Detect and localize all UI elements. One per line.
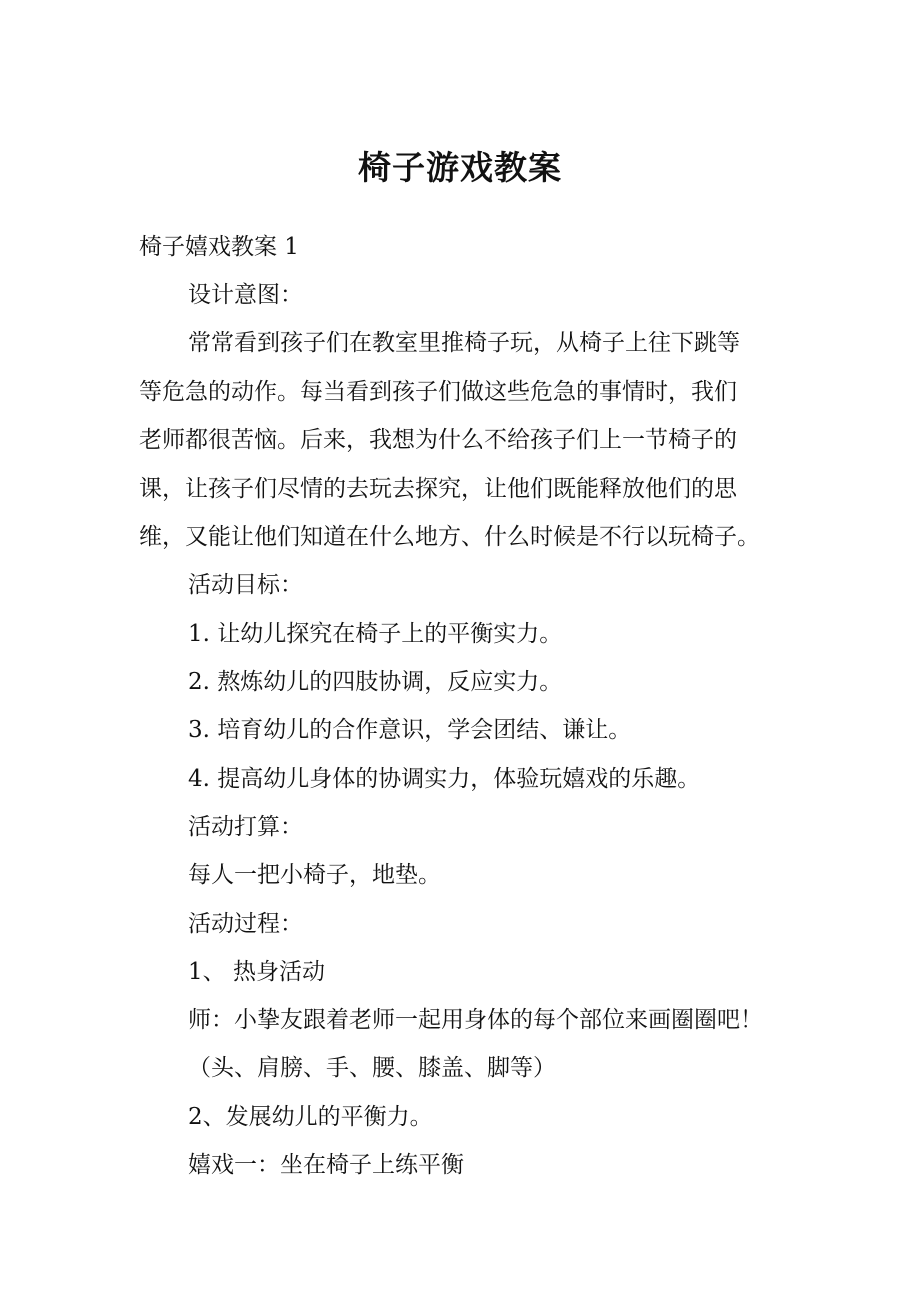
paragraph-line: 常常看到孩子们在教室里推椅子玩，从椅子上往下跳等	[188, 330, 740, 356]
list-item: 2、发展幼儿的平衡力。	[188, 1104, 433, 1130]
paragraph-line: 师：小挚友跟着老师一起用身体的每个部位来画圈圈吧！	[188, 1007, 763, 1033]
paragraph-line: 每人一把小椅子，地垫。	[188, 862, 441, 888]
paragraph-line: 课，让孩子们尽情的去玩去探究，让他们既能释放他们的思	[139, 476, 737, 502]
paragraph-line: 老师都很苦恼。后来，我想为什么不给孩子们上一节椅子的	[139, 427, 737, 453]
document-title: 椅子游戏教案	[358, 148, 562, 187]
list-item: 2. 熬炼幼儿的四肢协调，反应实力。	[188, 669, 563, 695]
list-item: 4. 提高幼儿身体的协调实力，体验玩嬉戏的乐趣。	[188, 766, 701, 792]
paragraph-line: 活动目标：	[188, 572, 303, 598]
section-heading: 椅子嬉戏教案 1	[139, 234, 299, 260]
paragraph-line: 维，又能让他们知道在什么地方、什么时候是不行以玩椅子。	[139, 524, 760, 550]
paragraph-line: 设计意图：	[188, 282, 303, 308]
paragraph-line: 活动打算：	[188, 814, 303, 840]
list-item: 1. 让幼儿探究在椅子上的平衡实力。	[188, 621, 563, 647]
list-item: 3. 培育幼儿的合作意识，学会团结、谦让。	[188, 717, 632, 743]
paragraph-line: 活动过程：	[188, 911, 303, 937]
paragraph-line: 等危急的动作。每当看到孩子们做这些危急的事情时，我们	[139, 379, 737, 405]
paragraph-line: （头、肩膀、手、腰、膝盖、脚等）	[188, 1055, 556, 1081]
paragraph-line: 嬉戏一：坐在椅子上练平衡	[188, 1152, 464, 1178]
list-item: 1、 热身活动	[188, 959, 325, 985]
